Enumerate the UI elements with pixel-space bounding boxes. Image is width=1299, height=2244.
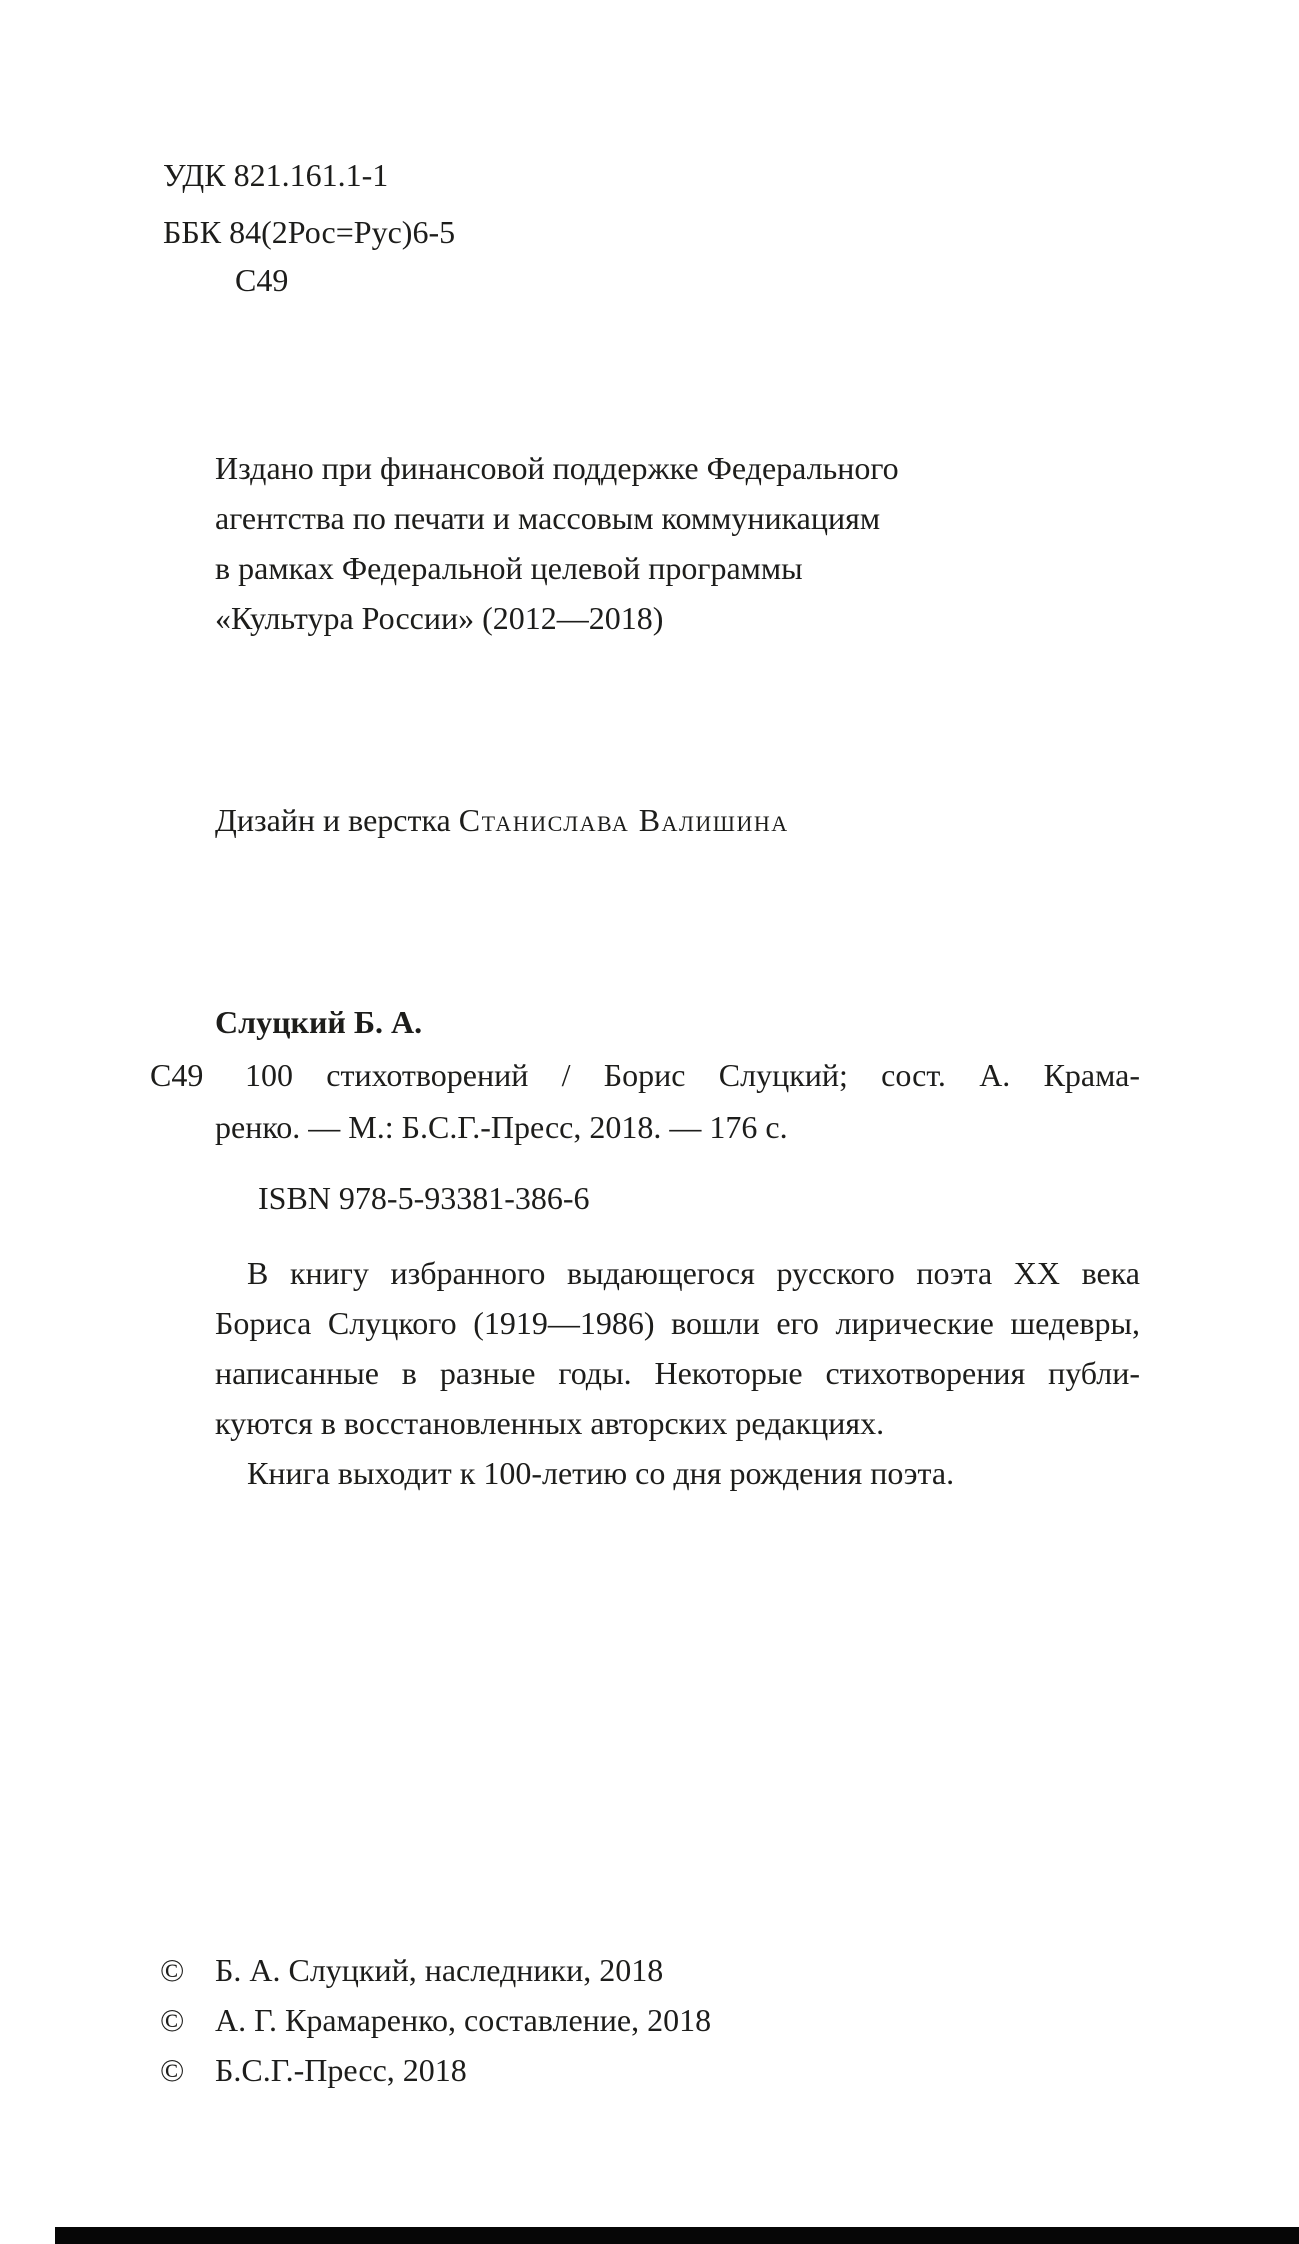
annotation-line: куются в восстановленных авторских редакциях.	[215, 1405, 885, 1441]
funding-line: агентства по печати и массовым коммуникациям	[215, 500, 881, 536]
copyright-row	[160, 1945, 1140, 1995]
udk-code: УДК 821.161.1-1	[163, 157, 389, 193]
copyright-symbol: ©	[160, 2052, 185, 2088]
funding-line: в рамках Федеральной целевой программы	[215, 550, 803, 586]
copyright-holder: Б.С.Г.-Пресс, 2018	[215, 2052, 467, 2088]
annotation-line: написанные в разные годы. Некоторые стихотворения публи-	[215, 1355, 1140, 1391]
annotation	[215, 1248, 1140, 1498]
annotation-closing-line: Книга выходит к 100-летию со дня рождения поэта.	[247, 1455, 955, 1491]
copyright-row	[160, 2045, 1140, 2095]
copyright-symbol: ©	[160, 2002, 185, 2038]
catalog-code: С49	[150, 1057, 204, 1093]
funding-statement	[215, 443, 1155, 643]
catalog-author-heading: Слуцкий Б. А.	[215, 1004, 423, 1040]
annotation-line: В книгу избранного выдающегося русского поэта XX века	[247, 1255, 1140, 1291]
page-edge-shadow	[55, 2227, 1299, 2244]
copyright-symbol: ©	[160, 1952, 185, 1988]
catalog-imprint-line: ренко. — М.: Б.С.Г.-Пресс, 2018. — 176 с.	[215, 1109, 788, 1145]
design-credit	[215, 795, 789, 845]
copyright-holder: Б. А. Слуцкий, наследники, 2018	[215, 1952, 664, 1988]
funding-line: Издано при финансовой поддержке Федерального	[215, 450, 899, 486]
copyright-holder: А. Г. Крамаренко, составление, 2018	[215, 2002, 712, 2038]
bbk-code: ББК 84(2Рос=Рус)6-5	[163, 214, 456, 250]
isbn: ISBN 978-5-93381-386-6	[258, 1180, 590, 1216]
design-credit-prefix: Дизайн и верстка	[215, 802, 459, 838]
catalog-title-line: 100 стихотворений / Борис Слуцкий; сост. А. Крама-	[245, 1057, 1140, 1093]
annotation-line: Бориса Слуцкого (1919—1986) вошли его лирические шедевры,	[215, 1305, 1140, 1341]
funding-line: «Культура России» (2012—2018)	[215, 600, 664, 636]
classification-code: С49	[235, 262, 289, 298]
copyright-row	[160, 1995, 1140, 2045]
design-credit-name: Станислава Валишина	[458, 802, 789, 838]
